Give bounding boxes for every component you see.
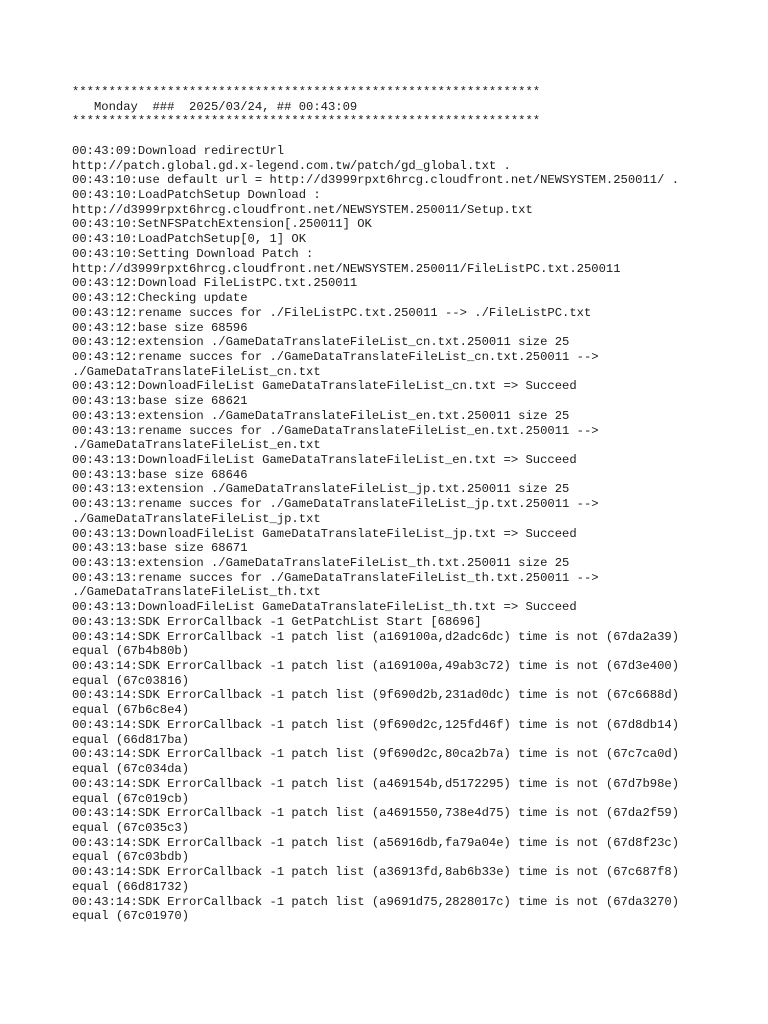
log-line: equal (67c01970): [72, 909, 190, 924]
log-line: 00:43:12:Download FileListPC.txt.250011: [72, 276, 358, 291]
log-line: 00:43:13:extension ./GameDataTranslateFileList_th.txt.250011 size 25: [72, 556, 570, 570]
log-line: 00:43:14:SDK ErrorCallback -1 patch list (9f690d2c,125fd46f) time is not (67d8db14): [72, 717, 680, 732]
log-line: ****************************************************************: [72, 114, 541, 129]
log-line: equal (66d81732): [72, 879, 190, 894]
log-line: ./GameDataTranslateFileList_cn.txt: [72, 364, 321, 379]
log-line: 00:43:13:rename succes for ./GameDataTranslateFileList_th.txt.250011 -->: [72, 570, 599, 585]
log-line: 00:43:14:SDK ErrorCallback -1 patch list (9f690d2b,231ad0dc) time is not (67c6688d): [72, 688, 680, 703]
log-line: 00:43:13:DownloadFileList GameDataTranslateFileList_en.txt => Succeed: [72, 452, 577, 467]
log-line: 00:43:14:SDK ErrorCallback -1 patch list (a169100a,d2adc6dc) time is not (67da2a39): [72, 629, 680, 644]
log-line: 00:43:12:rename succes for ./FileListPC.txt.250011 --> ./FileListPC.txt: [72, 305, 592, 320]
log-line: 00:43:14:SDK ErrorCallback -1 patch list (a36913fd,8ab6b33e) time is not (67c687f8): [72, 865, 680, 880]
log-line: 00:43:13:extension ./GameDataTranslateFileList_en.txt.250011 size 25: [72, 408, 570, 423]
log-line: 00:43:14:SDK ErrorCallback -1 patch list (a469154b,d5172295) time is not (67d7b98e): [72, 776, 680, 791]
log-line: ****************************************************************: [72, 85, 541, 99]
log-line: 00:43:13:SDK ErrorCallback -1 GetPatchList Start [68696]: [72, 614, 482, 629]
log-line: equal (66d817ba): [72, 732, 190, 747]
log-line: equal (67c03816): [72, 673, 190, 688]
log-line: equal (67b6c8e4): [72, 703, 190, 718]
log-line: 00:43:09:Download redirectUrl: [72, 143, 285, 158]
log-line: 00:43:14:SDK ErrorCallback -1 patch list (a56916db,fa79a04e) time is not (67d8f23c): [72, 835, 680, 850]
log-line: equal (67c019cb): [72, 791, 190, 806]
log-line: 00:43:14:SDK ErrorCallback -1 patch list (a9691d75,2828017c) time is not (67da3270): [72, 894, 680, 909]
log-line: 00:43:13:DownloadFileList GameDataTranslateFileList_jp.txt => Succeed: [72, 526, 577, 541]
log-line: equal (67c034da): [72, 762, 190, 777]
log-line: 00:43:10:LoadPatchSetup[0, 1] OK: [72, 232, 307, 247]
log-line: [72, 129, 762, 144]
log-line: 00:43:13:base size 68671: [72, 541, 248, 556]
log-line: 00:43:13:DownloadFileList GameDataTranslateFileList_th.txt => Succeed: [72, 600, 577, 615]
log-line: ./GameDataTranslateFileList_en.txt: [72, 438, 321, 453]
log-line: 00:43:10:SetNFSPatchExtension[.250011] OK: [72, 217, 372, 232]
log-line: http://patch.global.gd.x-legend.com.tw/patch/gd_global.txt .: [72, 158, 511, 173]
log-line: 00:43:14:SDK ErrorCallback -1 patch list (a4691550,738e4d75) time is not (67da2f59): [72, 806, 680, 821]
log-line: equal (67c035c3): [72, 820, 190, 835]
log-line: Monday ### 2025/03/24, ## 00:43:09: [72, 99, 358, 114]
log-line: 00:43:13:rename succes for ./GameDataTranslateFileList_en.txt.250011 -->: [72, 423, 599, 438]
log-line: 00:43:12:base size 68596: [72, 320, 248, 335]
log-line: 00:43:10:use default url = http://d3999rpxt6hrcg.cloudfront.net/NEWSYSTEM.250011/ .: [72, 173, 680, 188]
log-line: 00:43:13:rename succes for ./GameDataTranslateFileList_jp.txt.250011 -->: [72, 497, 599, 512]
log-line: 00:43:13:base size 68646: [72, 467, 248, 482]
log-line: 00:43:12:rename succes for ./GameDataTranslateFileList_cn.txt.250011 -->: [72, 349, 599, 364]
log-line: http://d3999rpxt6hrcg.cloudfront.net/NEWSYSTEM.250011/Setup.txt: [72, 202, 533, 217]
log-text-body: [72, 85, 762, 924]
log-line: 00:43:14:SDK ErrorCallback -1 patch list (a169100a,49ab3c72) time is not (67d3e400): [72, 659, 680, 674]
log-line: 00:43:12:Checking update: [72, 291, 248, 306]
log-line: 00:43:10:LoadPatchSetup Download :: [72, 188, 321, 203]
log-line: 00:43:12:extension ./GameDataTranslateFileList_cn.txt.250011 size 25: [72, 335, 570, 350]
log-line: 00:43:13:base size 68621: [72, 394, 248, 409]
log-line: 00:43:14:SDK ErrorCallback -1 patch list (9f690d2c,80ca2b7a) time is not (67c7ca0d): [72, 747, 680, 762]
log-line: 00:43:13:extension ./GameDataTranslateFileList_jp.txt.250011 size 25: [72, 482, 570, 497]
log-line: 00:43:12:DownloadFileList GameDataTranslateFileList_cn.txt => Succeed: [72, 379, 577, 394]
log-line: ./GameDataTranslateFileList_jp.txt: [72, 511, 321, 526]
log-line: 00:43:10:Setting Download Patch :: [72, 246, 314, 261]
log-line: equal (67c03bdb): [72, 850, 190, 865]
log-line: ./GameDataTranslateFileList_th.txt: [72, 585, 321, 600]
log-line: equal (67b4b80b): [72, 644, 190, 659]
log-line: http://d3999rpxt6hrcg.cloudfront.net/NEWSYSTEM.250011/FileListPC.txt.250011: [72, 261, 621, 276]
